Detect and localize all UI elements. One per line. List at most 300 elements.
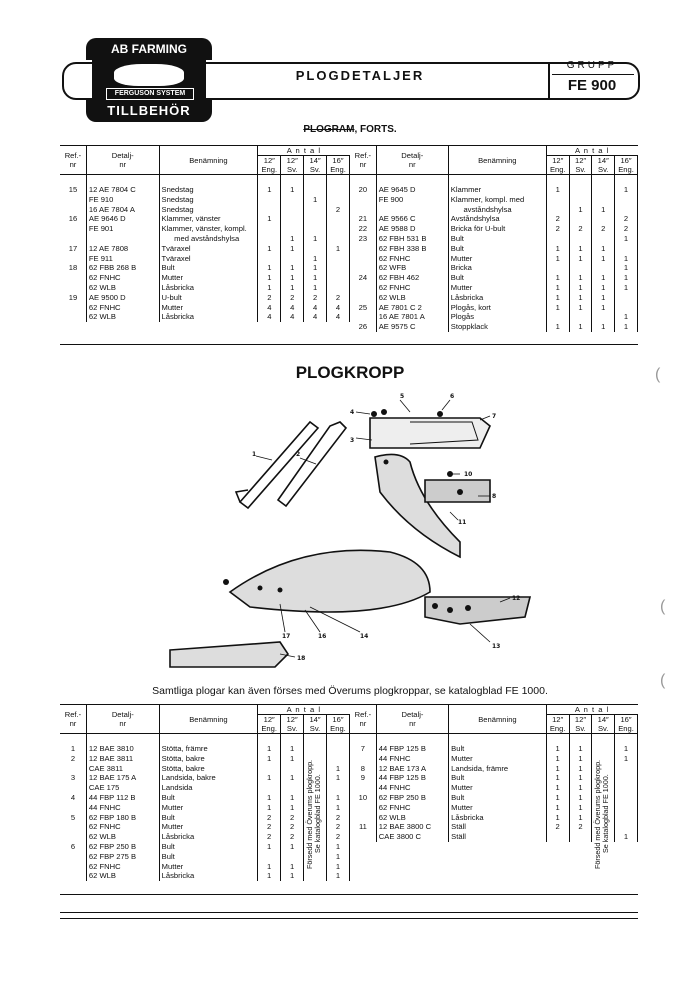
cell-qty: 1	[281, 862, 304, 872]
cell-ref	[350, 244, 376, 254]
cell-benamning: Tväraxel	[159, 254, 258, 264]
cell-qty	[615, 244, 638, 254]
cell-benamning: Bricka för U-bult	[448, 224, 546, 234]
cell-qty	[615, 764, 638, 774]
cell-ref	[60, 871, 86, 881]
cell-ref: 9	[350, 773, 376, 783]
cell-ref	[350, 832, 376, 842]
cell-qty: 2	[326, 822, 349, 832]
cell-ref: 5	[60, 813, 86, 823]
cell-detalj: 62 FBH 531 B	[378, 233, 427, 243]
cell-detalj: 62 FNHC	[378, 282, 411, 292]
cell-qty	[327, 283, 350, 293]
cell-detalj: 62 FBP 250 B	[378, 792, 426, 802]
landside-front-part	[170, 642, 288, 667]
cell-detalj: 62 FNHC	[88, 302, 121, 312]
cell-qty: 1	[592, 322, 615, 332]
cell-benamning: Låsbricka	[449, 813, 547, 823]
cell-benamning: Bult	[159, 263, 258, 273]
table-row	[350, 254, 638, 264]
col-antal-header: A n t a l	[546, 146, 637, 156]
spacer-row	[60, 734, 350, 745]
cell-detalj: 62 WLB	[88, 312, 116, 322]
cell-ref	[350, 803, 376, 813]
cell-ref	[60, 224, 86, 234]
cell-detalj: 16 AE 7804 A	[88, 204, 135, 214]
cell-qty: 1	[281, 754, 304, 764]
table-row	[60, 312, 350, 322]
cell-ref: 10	[350, 793, 376, 803]
callout-5: 5	[400, 393, 405, 400]
table-row	[60, 293, 350, 303]
cell-ref	[60, 273, 86, 283]
callout-3: 3	[350, 437, 355, 444]
cell-qty: 1	[281, 283, 304, 293]
cell-benamning: Bult	[448, 273, 546, 283]
cell-benamning: Bult	[159, 852, 258, 862]
cell-benamning: Låsbricka	[159, 312, 258, 322]
cell-qty: 1	[546, 744, 569, 754]
cell-benamning: Landsida, främre	[449, 764, 547, 774]
cell-detalj: 62 FNHC	[378, 802, 411, 812]
cell-qty: 1	[569, 205, 592, 215]
cell-benamning: Klammer	[448, 185, 546, 195]
cell-qty	[326, 754, 349, 764]
col-benamning-header: Benämning	[449, 705, 547, 734]
cell-detalj: 44 FBP 112 B	[88, 792, 136, 802]
cell-qty: 1	[281, 263, 304, 273]
cell-benamning: Bult	[159, 793, 258, 803]
cell-qty	[546, 263, 569, 273]
section1-title-struck: PLOGRAM	[303, 124, 355, 135]
cell-detalj: AE 9588 D	[378, 224, 416, 234]
cell-qty: 1	[546, 283, 569, 293]
table-row	[60, 303, 350, 313]
col-antal-header: A n t a l	[258, 146, 350, 156]
group-label: GRUPP	[566, 60, 618, 71]
cell-qty: 2	[327, 293, 350, 303]
table-row	[60, 195, 350, 205]
cell-qty: 1	[546, 764, 569, 774]
cell-detalj: CAE 3811	[88, 763, 123, 773]
cell-qty: 1	[258, 793, 281, 803]
table-row	[350, 322, 638, 332]
cell-qty: 1	[615, 832, 638, 842]
cell-ref	[60, 205, 86, 215]
cell-detalj: CAE 175	[88, 783, 120, 793]
callout-6: 6	[450, 393, 455, 400]
cell-benamning: Mutter	[448, 283, 546, 293]
cell-qty: 1	[326, 803, 349, 813]
cell-detalj: 62 FNHC	[88, 273, 121, 283]
margin-mark: (	[655, 366, 661, 383]
cell-qty	[281, 214, 304, 224]
cell-benamning: Bult	[449, 744, 547, 754]
cell-detalj: 12 AE 7808	[88, 243, 129, 253]
cell-ref	[350, 195, 376, 205]
cell-qty: 1	[258, 744, 281, 754]
col-qty-header: 12″ Sv.	[281, 156, 304, 175]
col-detalj-header: Detalj- nr	[376, 705, 448, 734]
cell-qty	[546, 312, 569, 322]
cell-qty	[327, 224, 350, 234]
col-qty-header: 14″ Sv.	[592, 156, 615, 175]
cell-qty	[546, 832, 569, 842]
cell-ref: 18	[60, 263, 86, 273]
cell-qty	[615, 773, 638, 783]
sideways-line-2: Se katalogblad FE 1000.	[601, 774, 610, 854]
cell-qty: 1	[546, 754, 569, 764]
cell-benamning: Bult	[159, 842, 258, 852]
cell-ref	[60, 783, 86, 793]
cell-qty	[592, 263, 615, 273]
margin-mark: (	[660, 598, 666, 615]
cell-qty	[546, 234, 569, 244]
cell-detalj: 12 BAE 173 A	[378, 763, 427, 773]
cell-ref: 19	[60, 293, 86, 303]
footer-rule	[60, 912, 638, 913]
table-row	[60, 263, 350, 273]
section2-title: PLOGKROPP	[295, 363, 405, 382]
cell-ref: 2	[60, 754, 86, 764]
cell-qty: 2	[615, 224, 638, 234]
cell-ref: 23	[350, 234, 376, 244]
cell-qty	[615, 822, 638, 832]
table-row	[60, 273, 350, 283]
col-qty-header: 16″ Eng.	[615, 156, 638, 175]
cell-qty	[327, 214, 350, 224]
footer-rule-2	[60, 918, 638, 919]
table-header-row	[60, 705, 350, 715]
cell-qty	[592, 312, 615, 322]
cell-qty: 1	[546, 773, 569, 783]
tractor-logo	[92, 60, 206, 100]
sideways-note-right	[594, 744, 610, 884]
col-benamning-header: Benämning	[159, 705, 258, 734]
cell-qty: 1	[281, 842, 304, 852]
cell-qty: 1	[304, 234, 327, 244]
cell-benamning: U-bult	[159, 293, 258, 303]
cell-qty	[327, 185, 350, 195]
cell-qty: 2	[327, 205, 350, 215]
spacer-row	[350, 734, 638, 745]
col-qty-header: 14″ Sv.	[592, 715, 615, 734]
cell-detalj: AE 9646 D	[88, 214, 126, 224]
col-detalj-header: Detalj- nr	[86, 705, 159, 734]
cell-qty: 1	[304, 195, 327, 205]
cell-qty	[258, 205, 281, 215]
cell-benamning: Stötta, främre	[159, 744, 258, 754]
cell-qty: 1	[327, 244, 350, 254]
cell-detalj: 44 FBP 125 B	[378, 744, 426, 753]
cell-qty: 2	[546, 224, 569, 234]
cell-benamning: Bricka	[448, 263, 546, 273]
cell-qty: 1	[569, 244, 592, 254]
cell-qty	[327, 195, 350, 205]
cell-qty	[326, 744, 349, 754]
table-row	[350, 244, 638, 254]
callout-16: 16	[318, 633, 327, 640]
cell-qty: 1	[304, 273, 327, 283]
cell-qty: 1	[281, 244, 304, 254]
cell-ref	[350, 783, 376, 793]
cell-qty: 1	[592, 293, 615, 303]
cell-qty	[281, 783, 304, 793]
cell-qty	[615, 293, 638, 303]
note-text: Samtliga plogar kan även förses med Överums plogkroppar, se katalogblad FE 1000.	[152, 685, 548, 697]
cell-qty: 1	[569, 254, 592, 264]
cell-benamning: Mutter	[159, 303, 258, 313]
cell-qty: 2	[258, 293, 281, 303]
cell-detalj: 62 WLB	[378, 292, 406, 302]
cell-qty: 1	[569, 322, 592, 332]
cell-qty	[569, 185, 592, 195]
mouldboard-frog-part	[375, 454, 460, 557]
callout-1: 1	[252, 451, 257, 458]
cell-ref: 6	[60, 842, 86, 852]
cell-qty: 1	[258, 273, 281, 283]
cell-qty: 1	[258, 185, 281, 195]
cell-benamning: Mutter	[159, 803, 258, 813]
cell-ref	[60, 803, 86, 813]
col-qty-header: 12″ Sv.	[281, 715, 304, 734]
cell-qty: 1	[569, 303, 592, 313]
cell-ref: 24	[350, 273, 376, 283]
table1-bottom-rule	[60, 344, 638, 345]
cell-ref: 4	[60, 793, 86, 803]
cell-benamning: Mutter	[159, 862, 258, 872]
cell-qty: 4	[327, 312, 350, 322]
cell-qty: 1	[258, 842, 281, 852]
callout-18: 18	[297, 655, 306, 662]
cell-detalj: FE 910	[88, 194, 114, 204]
cell-benamning: Bult	[448, 234, 546, 244]
cell-benamning: Klammer, kompl. med	[448, 195, 546, 205]
col-ref-header: Ref.- nr	[60, 705, 86, 734]
cell-ref	[350, 205, 376, 215]
cell-qty: 1	[592, 205, 615, 215]
cell-detalj: CAE 3800 C	[378, 832, 421, 842]
table-row	[350, 312, 638, 322]
cell-benamning: Ställ	[449, 822, 547, 832]
col-qty-header: 16″ Eng.	[615, 715, 638, 734]
table-row	[60, 205, 350, 215]
cell-qty: 2	[326, 832, 349, 842]
sideways-line-1: Försedd med Överums plogkropp.	[593, 759, 602, 869]
cell-detalj: AE 9566 C	[378, 214, 416, 224]
cell-qty: 1	[326, 842, 349, 852]
col-ref-header: Ref.- nr	[60, 146, 86, 175]
cell-qty: 1	[258, 244, 281, 254]
cell-qty: 2	[281, 822, 304, 832]
cell-benamning: Mutter	[448, 254, 546, 264]
cell-qty	[615, 793, 638, 803]
cell-qty: 2	[304, 293, 327, 303]
cell-qty: 1	[326, 793, 349, 803]
cell-ref: 21	[350, 214, 376, 224]
cell-qty	[615, 803, 638, 813]
cell-qty: 1	[569, 773, 592, 783]
table-row	[350, 303, 638, 313]
cell-detalj: 62 WFB	[378, 263, 407, 273]
sideways-line-1: Försedd med Överums plogkropp.	[305, 759, 314, 869]
col-qty-header: 16″ Eng.	[327, 156, 350, 175]
cell-qty: 1	[546, 803, 569, 813]
cell-qty: 4	[304, 312, 327, 322]
cell-qty: 1	[258, 263, 281, 273]
table-row	[350, 214, 638, 224]
table-row	[60, 234, 350, 244]
cell-benamning: Bult	[449, 793, 547, 803]
table-row	[350, 185, 638, 195]
cell-qty: 1	[258, 773, 281, 783]
table-row	[350, 234, 638, 244]
spacer-row	[60, 175, 350, 186]
cell-qty: 1	[615, 254, 638, 264]
cell-benamning: Klammer, vänster	[159, 214, 258, 224]
cell-qty: 1	[258, 283, 281, 293]
col-ref-header: Ref.- nr	[350, 705, 376, 734]
callout-11: 11	[458, 519, 467, 526]
cell-qty: 1	[592, 244, 615, 254]
cell-qty	[258, 852, 281, 862]
cell-ref	[350, 312, 376, 322]
col-antal-header: A n t a l	[258, 705, 350, 715]
cell-qty	[615, 813, 638, 823]
cell-benamning: Plogås, kort	[448, 303, 546, 313]
cell-qty: 2	[281, 813, 304, 823]
cell-benamning: Låsbricka	[448, 293, 546, 303]
cell-qty: 1	[569, 803, 592, 813]
cell-ref	[350, 813, 376, 823]
col-detalj-header: Detalj- nr	[86, 146, 159, 175]
cell-qty: 1	[569, 273, 592, 283]
cell-detalj: 12 BAE 3811	[88, 753, 134, 763]
margin-mark: (	[660, 672, 666, 689]
cell-benamning: Avståndshylsa	[448, 214, 546, 224]
cell-qty: 1	[281, 773, 304, 783]
table-header-row	[350, 705, 638, 715]
cell-qty	[258, 783, 281, 793]
cell-qty: 4	[281, 312, 304, 322]
col-benamning-header: Benämning	[448, 146, 546, 175]
brand-badge	[86, 38, 212, 122]
table-header-row	[60, 146, 350, 156]
cell-detalj: 62 WLB	[88, 282, 116, 292]
cell-qty: 1	[569, 783, 592, 793]
cell-qty: 1	[258, 862, 281, 872]
col-qty-header: 14″ Sv.	[304, 715, 327, 734]
cell-qty: 1	[569, 754, 592, 764]
cell-qty: 1	[569, 744, 592, 754]
cell-qty: 1	[281, 185, 304, 195]
cell-detalj: 44 FBP 125 B	[378, 773, 426, 783]
table-row	[350, 205, 638, 215]
cell-qty: 1	[569, 793, 592, 803]
col-benamning-header: Benämning	[159, 146, 258, 175]
section1-title	[250, 124, 450, 135]
cell-ref	[60, 234, 86, 244]
cell-qty: 1	[304, 283, 327, 293]
cell-qty	[569, 832, 592, 842]
cell-qty	[569, 263, 592, 273]
callout-10: 10	[464, 471, 473, 478]
cell-benamning: Klammer, vänster, kompl.	[159, 224, 258, 234]
cell-qty: 1	[546, 293, 569, 303]
group-value: FE 900	[567, 77, 617, 94]
col-qty-header: 14″ Sv.	[304, 156, 327, 175]
cell-detalj: 62 WLB	[88, 871, 116, 881]
callout-14: 14	[360, 633, 369, 640]
cell-ref	[60, 822, 86, 832]
cell-qty: 1	[569, 293, 592, 303]
cell-qty: 1	[281, 871, 304, 881]
callout-13: 13	[492, 643, 501, 650]
cell-benamning: Mutter	[449, 803, 547, 813]
cell-qty	[258, 224, 281, 234]
cell-benamning: Snedstag	[159, 185, 258, 195]
cell-detalj	[86, 234, 159, 244]
cell-ref	[60, 254, 86, 264]
cell-qty: 4	[281, 303, 304, 313]
cell-qty	[258, 195, 281, 205]
cell-qty: 2	[258, 832, 281, 842]
cell-qty: 1	[569, 813, 592, 823]
cell-qty: 1	[615, 283, 638, 293]
cell-qty: 1	[546, 322, 569, 332]
cell-qty	[258, 254, 281, 264]
table-row	[60, 244, 350, 254]
col-detalj-header: Detalj- nr	[376, 146, 448, 175]
cell-benamning: Stötta, bakre	[159, 754, 258, 764]
cell-qty	[569, 195, 592, 205]
cell-qty: 1	[546, 185, 569, 195]
col-qty-header: 12″ Sv.	[569, 715, 592, 734]
cell-benamning: Bult	[449, 773, 547, 783]
mouldboard-part	[230, 550, 430, 612]
table-row	[60, 283, 350, 293]
col-ref-header: Ref.- nr	[350, 146, 376, 175]
cell-detalj: 16 AE 7801 A	[378, 312, 425, 322]
cell-detalj: 62 FBP 180 B	[88, 812, 137, 822]
cell-qty: 2	[569, 822, 592, 832]
table-row	[350, 293, 638, 303]
cell-ref	[60, 862, 86, 872]
cell-benamning: Låsbricka	[159, 871, 258, 881]
cell-qty	[327, 234, 350, 244]
cell-qty	[615, 195, 638, 205]
group-divider	[548, 62, 550, 100]
cell-detalj: 62 FNHC	[88, 822, 121, 832]
cell-detalj: 62 FBP 250 B	[88, 841, 137, 851]
cell-qty: 1	[569, 764, 592, 774]
cell-qty	[304, 224, 327, 234]
badge-top-text: AB FARMING	[86, 38, 212, 60]
cell-qty: 4	[304, 303, 327, 313]
col-qty-header: 12″ Eng.	[546, 156, 569, 175]
cell-detalj: 62 WLB	[88, 832, 116, 842]
page-title: PLOGDETALJER	[295, 68, 425, 83]
cell-qty	[615, 205, 638, 215]
cell-detalj: 62 WLB	[378, 812, 406, 822]
cell-qty: 1	[615, 185, 638, 195]
table-row	[350, 263, 638, 273]
cell-ref	[60, 852, 86, 862]
cell-qty	[281, 195, 304, 205]
spacer-row	[350, 175, 638, 186]
col-qty-header: 16″ Eng.	[326, 715, 349, 734]
badge-bottom-text: TILLBEHÖR	[86, 100, 212, 122]
